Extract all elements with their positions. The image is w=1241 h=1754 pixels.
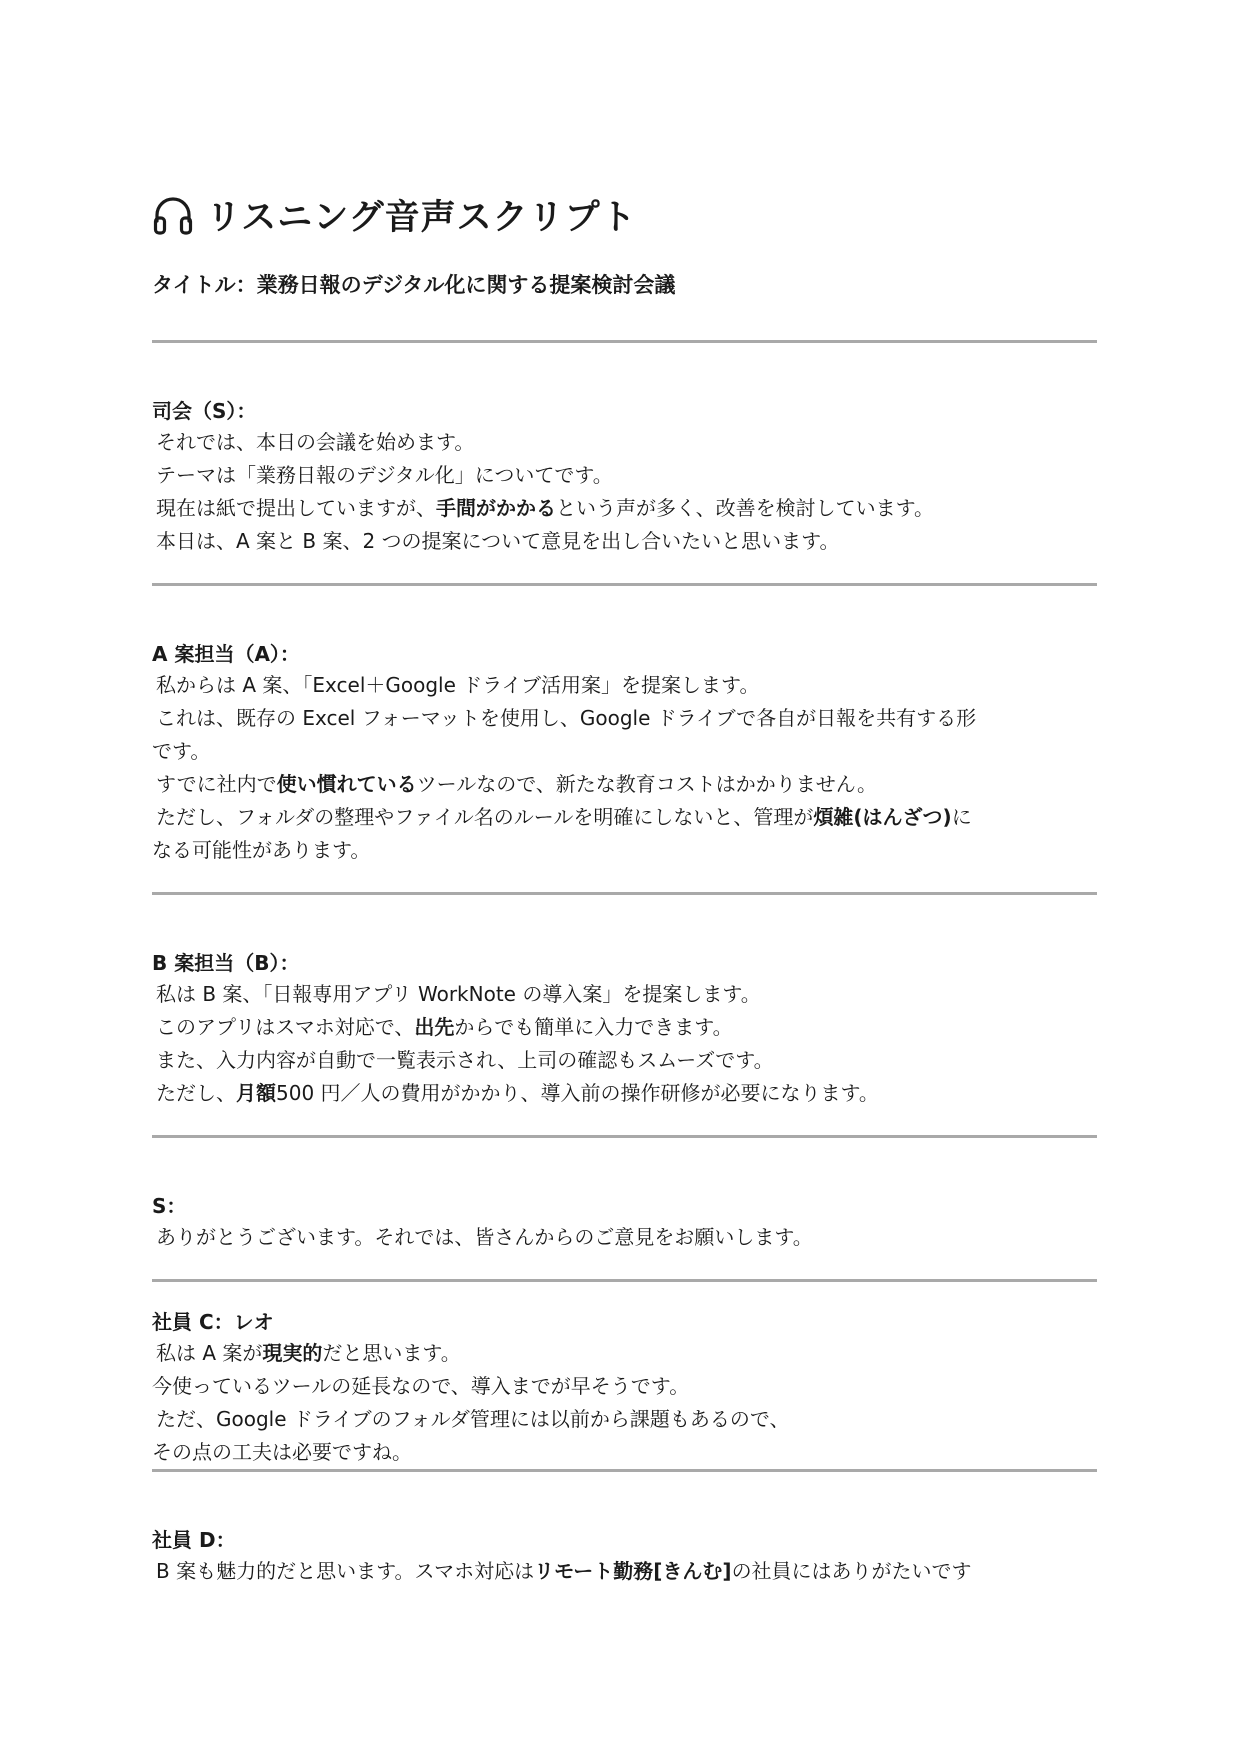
emphasis-text: 出先 <box>414 1015 455 1039</box>
emphasis-text: リモート勤務[きんむ] <box>534 1559 732 1583</box>
speaker-label: 社員 C：レオ <box>152 1310 274 1334</box>
emphasis-text: 現実的 <box>262 1341 323 1365</box>
line-text: ただし、 <box>156 1081 236 1105</box>
dialogue-line <box>152 669 1097 702</box>
line-text: テーマは「業務日報のデジタル化」についてです。 <box>156 463 613 487</box>
dialogue-line <box>152 1337 1097 1370</box>
dialogue-line <box>152 492 1097 525</box>
line-text: という声が多く、改善を検討しています。 <box>556 496 934 520</box>
line-text: 私からは A 案、「Excel＋Google ドライブ活用案」を提案します。 <box>156 673 760 697</box>
line-text: です。 <box>152 739 211 763</box>
speaker-label: B 案担当（B）： <box>152 951 300 975</box>
line-text: ツールなので、新たな教育コストはかかりません。 <box>416 772 878 796</box>
line-text: ありがとうございます。それでは、皆さんからのご意見をお願いします。 <box>156 1225 813 1249</box>
page-title: リスニング音声スクリプト <box>206 198 637 238</box>
line-text: 私は B 案、「日報専用アプリ WorkNote の導入案」を提案します。 <box>156 982 761 1006</box>
emphasis-text: 手間がかかる <box>436 496 556 520</box>
dialogue-line <box>152 1555 1097 1588</box>
dialogue-line <box>152 1044 1097 1077</box>
dialogue-line <box>152 1436 1097 1469</box>
line-text: その点の工夫は必要ですね。 <box>152 1440 412 1464</box>
line-text: の社員にはありがたいです <box>731 1559 972 1583</box>
line-text: このアプリはスマホ対応で、 <box>156 1015 415 1039</box>
line-text: に <box>951 805 972 829</box>
dialogue-line <box>152 1403 1097 1436</box>
dialogue-line <box>152 1077 1097 1110</box>
speaker-label: 社員 D： <box>152 1528 236 1552</box>
line-text: すでに社内で <box>156 772 277 796</box>
line-text: これは、既存の Excel フォーマットを使用し、Google ドライブで各自が日報を共有する形 <box>156 706 977 730</box>
dialogue-line <box>152 426 1097 459</box>
line-text: 現在は紙で提出していますが、 <box>156 496 436 520</box>
dialogue-line <box>152 459 1097 492</box>
line-text: ただし、フォルダの整理やファイル名のルールを明確にしないと、管理が <box>156 805 814 829</box>
line-text: 今使っているツールの延長なので、導入までが早そうです。 <box>152 1374 690 1398</box>
dialogue-line <box>152 768 1097 801</box>
dialogue-line <box>152 702 1097 735</box>
line-text: 本日は、A 案と B 案、2 つの提案について意見を出し合いたいと思います。 <box>156 529 840 553</box>
script-sections <box>152 340 1097 1588</box>
headphones-icon <box>152 194 194 236</box>
dialogue-line <box>152 801 1097 834</box>
dialogue-line <box>152 1221 1097 1254</box>
line-text: だと思います。 <box>322 1341 461 1365</box>
line-text: からでも簡単に入力できます。 <box>454 1015 733 1039</box>
dialogue-line <box>152 1370 1097 1403</box>
line-text: それでは、本日の会議を始めます。 <box>156 430 475 454</box>
dialogue-line <box>152 525 1097 558</box>
line-text: 500 円／人の費用がかかり、導入前の操作研修が必要になります。 <box>276 1081 879 1105</box>
dialogue-line <box>152 1011 1097 1044</box>
section-divider <box>152 1135 1097 1138</box>
meeting-title: タイトル：業務日報のデジタル化に関する提案検討会議 <box>152 273 676 297</box>
title-row <box>152 190 1097 240</box>
section-divider <box>152 1469 1097 1472</box>
section-divider <box>152 892 1097 895</box>
dialogue-line <box>152 978 1097 1011</box>
speaker-label: S： <box>152 1194 187 1218</box>
dialogue-line <box>152 735 1097 768</box>
line-text: また、入力内容が自動で一覧表示され、上司の確認もスムーズです。 <box>156 1048 774 1072</box>
section-divider <box>152 340 1097 343</box>
document-page <box>152 190 1097 1588</box>
speaker-label: 司会（S）： <box>152 399 257 423</box>
line-text: B 案も魅力的だと思います。スマホ対応は <box>156 1559 535 1583</box>
emphasis-text: 使い慣れている <box>276 772 417 796</box>
line-text: なる可能性があります。 <box>152 838 371 862</box>
line-text: ただ、Google ドライブのフォルダ管理には以前から課題もあるので、 <box>156 1407 790 1431</box>
emphasis-text: 月額 <box>236 1081 276 1105</box>
speaker-label: A 案担当（A）： <box>152 642 300 666</box>
dialogue-line <box>152 834 1097 867</box>
section-divider <box>152 1279 1097 1282</box>
emphasis-text: 煩雑(はんざつ) <box>813 805 952 829</box>
line-text: 私は A 案が <box>156 1341 263 1365</box>
section-divider <box>152 583 1097 586</box>
